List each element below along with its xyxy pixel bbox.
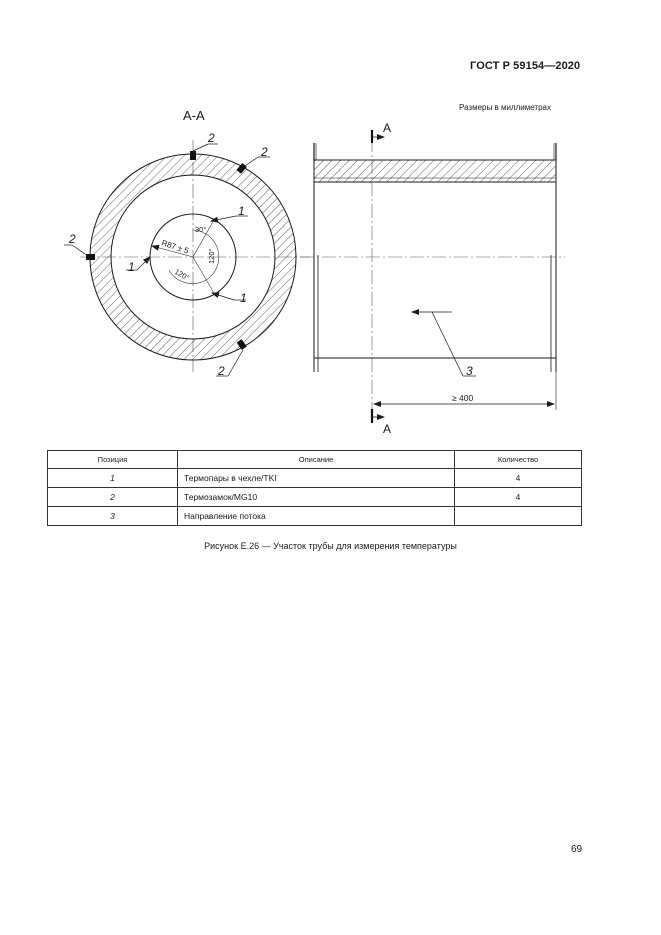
side-view <box>300 121 565 436</box>
row-quantity: 4 <box>455 469 582 488</box>
standard-number: ГОСТ Р 59154—2020 <box>470 60 581 72</box>
technical-drawing <box>0 0 661 445</box>
callout-2-left: 2 <box>69 232 76 246</box>
row-quantity <box>455 507 582 526</box>
callout-2-top: 2 <box>208 131 215 145</box>
callout-1-left: 1 <box>128 260 135 274</box>
thermolock-left <box>86 254 95 260</box>
header-position: Позиция <box>48 451 178 469</box>
header-quantity: Количество <box>455 451 582 469</box>
callout-2-right: 2 <box>261 145 268 159</box>
row-description: Термопары в чехле/TKI <box>178 469 455 488</box>
row-position: 3 <box>48 507 178 526</box>
legend-table <box>47 450 582 526</box>
radius-label: R87 ± 5 <box>160 238 190 256</box>
cut-mark-top: А <box>383 121 392 135</box>
callout-2-bottom: 2 <box>218 364 225 378</box>
callout-1-bottom: 1 <box>240 291 247 305</box>
row-position: 1 <box>48 469 178 488</box>
units-note: Размеры в миллиметрах <box>459 103 551 112</box>
pipe-wall-section <box>314 160 556 182</box>
angle-120-right-label: 120° <box>207 248 216 264</box>
table-row <box>48 507 582 526</box>
angle-120-lower-label: 120° <box>173 266 191 283</box>
row-quantity: 4 <box>455 488 582 507</box>
section-title: А-А <box>183 108 205 123</box>
figure-caption: Рисунок Е.26 — Участок трубы для измерения температуры <box>204 541 457 551</box>
row-description: Направление потока <box>178 507 455 526</box>
thermolock-top <box>190 151 196 160</box>
page-number: 69 <box>571 844 583 855</box>
table-row <box>48 469 582 488</box>
row-position: 2 <box>48 488 178 507</box>
callout-3: 3 <box>466 364 473 378</box>
section-view <box>64 108 310 378</box>
length-dimension: ≥ 400 <box>452 393 474 403</box>
header-description: Описание <box>178 451 455 469</box>
row-description: Термозамок/MG10 <box>178 488 455 507</box>
table-row <box>48 488 582 507</box>
cut-mark-bottom: А <box>383 422 392 436</box>
callout-1-top: 1 <box>238 204 245 218</box>
angle-30-label: 30° <box>195 225 207 234</box>
